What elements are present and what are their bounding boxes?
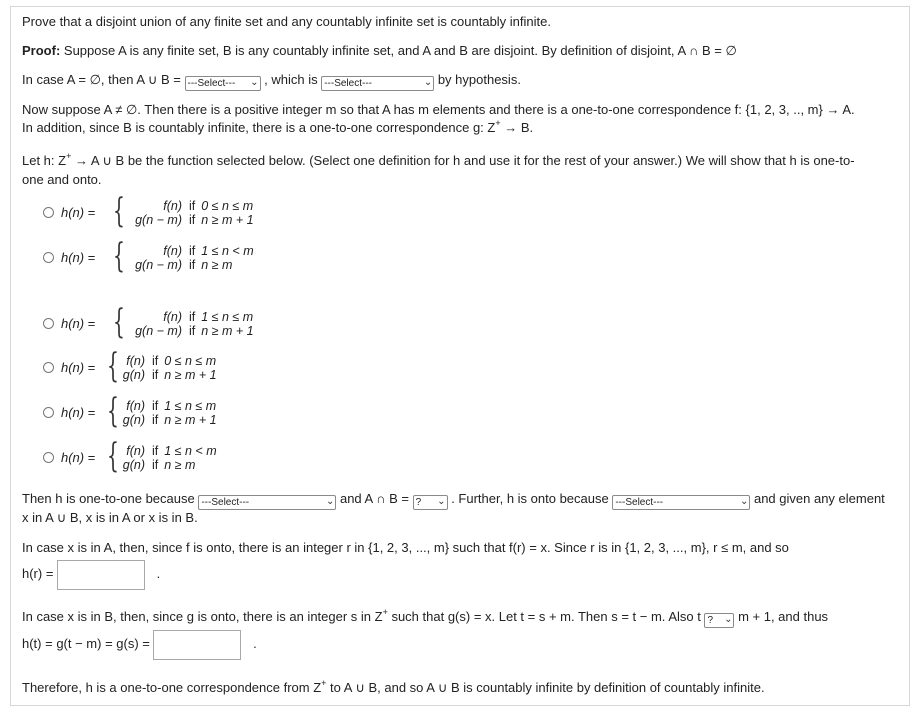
case-empty-pre: In case A = ∅, then A ∪ B = [22, 72, 185, 87]
superscript-plus: + [321, 678, 327, 688]
then-h-line [22, 491, 885, 510]
equals-sign: = [84, 360, 96, 375]
left-brace-icon: { [107, 391, 119, 431]
then-h-post: and given any element [753, 491, 885, 506]
case-if: if [189, 310, 196, 324]
therefore-post: to A ∪ B, and so A ∪ B is countably infinite by definition of countably infinite. [326, 680, 765, 695]
option-6-radio[interactable] [43, 452, 54, 463]
case-if: if [189, 258, 196, 272]
case-b-mid: such that g(s) = x. Let t = s + m. Then s = t − m. Also t [387, 609, 701, 624]
case-fn: g(n − m) [135, 324, 182, 338]
therefore-line [22, 680, 765, 696]
h-label: h(n) [61, 405, 85, 420]
option-4-radio[interactable] [43, 362, 54, 373]
case-b-pre: In case x is in B, then, since g is onto, there is an integer s in Z [22, 609, 383, 624]
h-label: h(n) [61, 205, 85, 220]
case-if: if [189, 244, 196, 258]
proof-label: Proof: [22, 43, 61, 58]
case-cond: 1 ≤ n ≤ m [201, 310, 254, 324]
now-suppose-2-pre: In addition, since B is countably infinite, there is a one-to-one correspondence g: Z [22, 120, 496, 135]
case-row [115, 444, 217, 458]
option-1-lhs [61, 205, 95, 220]
case-row [115, 399, 217, 413]
h-r-answer-input[interactable] [57, 560, 145, 590]
property-select-value: ---Select--- [324, 78, 372, 89]
option-5-lhs [61, 405, 95, 420]
case-row [126, 324, 254, 338]
proof-text: Suppose A is any finite set, B is any countably infinite set, and A and B are disjoint. By definition of disjoint, A ∩ B = ∅ [60, 43, 737, 58]
option-1-cases [126, 199, 254, 227]
then-h-pre: Then h is one-to-one because [22, 491, 199, 506]
case-b-line [22, 609, 828, 628]
equals-sign: = [84, 250, 96, 265]
case-fn: g(n) [122, 458, 145, 472]
union-select[interactable] [185, 76, 261, 91]
union-select-value: ---Select--- [187, 78, 236, 89]
period: . [253, 636, 257, 651]
case-cond: n ≥ m [201, 258, 233, 272]
let-h-line-2: one and onto. [22, 172, 102, 187]
superscript-plus: + [382, 607, 388, 617]
onto-select-value: ---Select--- [615, 497, 664, 508]
now-suppose-line-1: Now suppose A ≠ ∅. Then there is a positive integer m so that A has m elements and there is a one-to-one correspondence f: {1, 2, 3, .., m} → A. [22, 102, 855, 117]
now-suppose-line-2 [22, 120, 533, 136]
equals-sign: = [84, 405, 96, 420]
h-t-label: h(t) = g(t − m) = g(s) = [22, 636, 154, 651]
case-cond: 1 ≤ n ≤ m [164, 399, 217, 413]
left-brace-icon: { [113, 236, 125, 276]
case-if: if [152, 368, 159, 382]
let-h-line-1 [22, 153, 855, 169]
left-brace-icon: { [113, 302, 125, 342]
case-cond: 1 ≤ n < m [201, 244, 254, 258]
case-if: if [189, 199, 196, 213]
case-row [115, 413, 217, 427]
superscript-plus: + [66, 151, 72, 161]
intersection-select[interactable] [413, 495, 448, 510]
left-brace-icon: { [107, 436, 119, 476]
case-cond: n ≥ m + 1 [201, 324, 254, 338]
case-row [126, 244, 254, 258]
case-fn: g(n − m) [135, 213, 182, 227]
option-2-lhs [61, 250, 95, 265]
h-r-label: h(r) = [22, 566, 58, 581]
case-empty-line [22, 72, 521, 91]
inequality-select[interactable] [704, 613, 734, 628]
case-cond: 0 ≤ n ≤ m [164, 354, 217, 368]
case-row [126, 213, 254, 227]
case-row [115, 458, 217, 472]
case-cond: n ≥ m + 1 [164, 368, 217, 382]
case-if: if [152, 444, 159, 458]
option-3-radio[interactable] [43, 318, 54, 329]
case-fn: f(n) [126, 354, 145, 368]
onto-reason-select[interactable] [612, 495, 750, 510]
case-if: if [189, 213, 196, 227]
case-cond: n ≥ m + 1 [201, 213, 254, 227]
problem-statement: Prove that a disjoint union of any finite set and any countably infinite set is countably infinite. [22, 14, 551, 29]
case-fn: f(n) [163, 244, 182, 258]
let-h-1-post: → A ∪ B be the function selected below. (Select one definition for h and use it for the rest of your answer.) We will show that h is one-to- [71, 153, 855, 168]
case-row [115, 354, 217, 368]
case-if: if [152, 399, 159, 413]
chevron-down-icon: ⌄ [724, 614, 733, 625]
case-if: if [152, 458, 159, 472]
property-select[interactable] [321, 76, 434, 91]
case-fn: g(n) [122, 413, 145, 427]
case-if: if [152, 413, 159, 427]
h-t-answer-input[interactable] [153, 630, 241, 660]
case-fn: g(n) [122, 368, 145, 382]
case-if: if [152, 354, 159, 368]
case-empty-mid: , which is [264, 72, 322, 87]
then-h-line-2: x in A ∪ B, x is in A or x is in B. [22, 510, 198, 525]
option-4-lhs [61, 360, 95, 375]
one-to-one-select-value: ---Select--- [201, 497, 250, 508]
period: . [156, 566, 161, 581]
chevron-down-icon: ⌄ [437, 496, 446, 507]
then-h-mid2: . Further, h is onto because [451, 491, 613, 506]
option-3-cases [126, 310, 254, 338]
intersection-select-value: ? [415, 497, 422, 508]
option-6-cases [115, 444, 217, 472]
case-cond: n ≥ m + 1 [164, 413, 217, 427]
option-6-lhs [61, 450, 95, 465]
left-brace-icon: { [113, 191, 125, 231]
option-2-radio[interactable] [43, 252, 54, 263]
therefore-pre: Therefore, h is a one-to-one correspondence from Z [22, 680, 322, 695]
option-3-lhs [61, 316, 95, 331]
h-label: h(n) [61, 450, 85, 465]
h-label: h(n) [61, 316, 85, 331]
inequality-select-value: ? [707, 615, 714, 626]
now-suppose-2-post: → B. [500, 120, 534, 135]
chevron-down-icon: ⌄ [739, 496, 749, 507]
option-4-cases [115, 354, 217, 382]
h-label: h(n) [61, 250, 85, 265]
case-a-line: In case x is in A, then, since f is onto, there is an integer r in {1, 2, 3, ..., m} such that f(r) = x. Since r is in {1, 2, 3, ..., m}, r ≤ m, and so [22, 540, 789, 555]
case-row [115, 368, 217, 382]
equals-sign: = [84, 316, 96, 331]
superscript-plus: + [495, 118, 501, 128]
case-b-answer-line [22, 628, 257, 660]
case-row [126, 258, 254, 272]
case-empty-post: by hypothesis. [437, 72, 521, 87]
chevron-down-icon: ⌄ [325, 496, 335, 507]
case-a-answer-line [22, 558, 160, 590]
one-to-one-reason-select[interactable] [198, 495, 336, 510]
case-row [126, 310, 254, 324]
case-fn: f(n) [163, 199, 182, 213]
option-1-radio[interactable] [43, 207, 54, 218]
case-cond: 1 ≤ n < m [164, 444, 217, 458]
then-h-mid1: and A ∩ B = [339, 491, 413, 506]
case-fn: f(n) [126, 399, 145, 413]
case-fn: g(n − m) [135, 258, 182, 272]
case-fn: f(n) [126, 444, 145, 458]
equals-sign: = [84, 450, 96, 465]
option-2-cases [126, 244, 254, 272]
equals-sign: = [84, 205, 96, 220]
case-cond: 0 ≤ n ≤ m [201, 199, 254, 213]
h-label: h(n) [61, 360, 85, 375]
option-5-cases [115, 399, 217, 427]
left-brace-icon: { [107, 346, 119, 386]
chevron-down-icon: ⌄ [423, 77, 433, 88]
case-row [126, 199, 254, 213]
let-h-1-pre: Let h: Z [22, 153, 67, 168]
case-if: if [189, 324, 196, 338]
case-cond: n ≥ m [164, 458, 196, 472]
option-5-radio[interactable] [43, 407, 54, 418]
case-b-post: m + 1, and thus [738, 609, 829, 624]
case-fn: f(n) [163, 310, 182, 324]
proof-intro [22, 43, 737, 59]
chevron-down-icon: ⌄ [250, 77, 259, 88]
